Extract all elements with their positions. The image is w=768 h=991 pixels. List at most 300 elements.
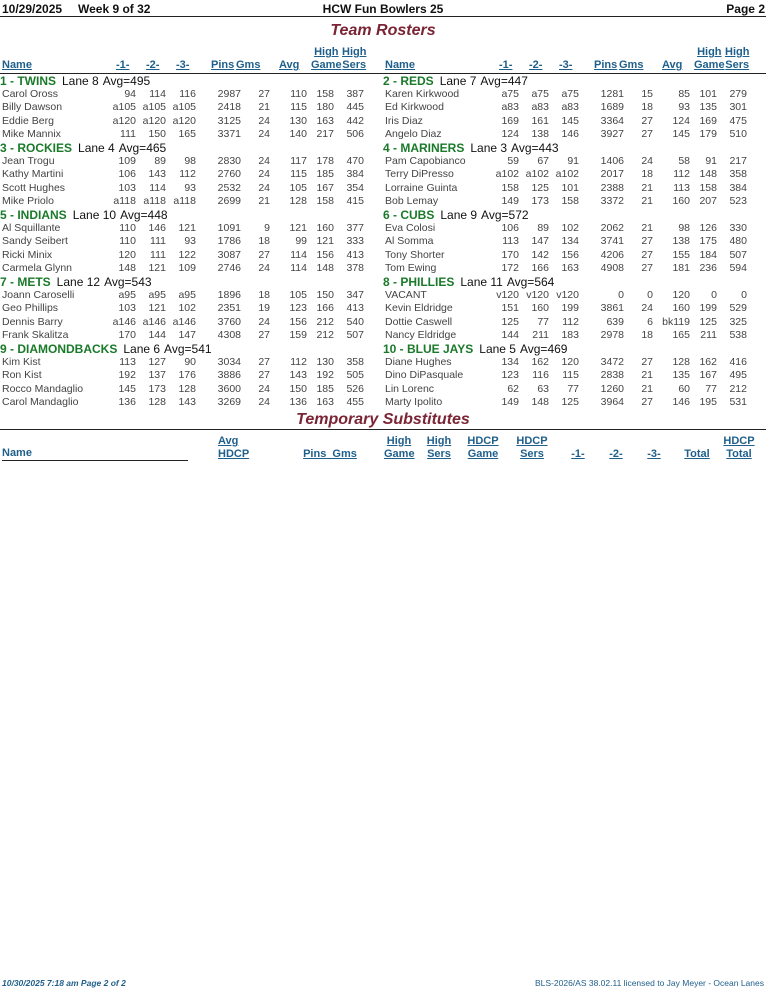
player-game1: 170 <box>501 248 519 261</box>
player-average: 105 <box>289 181 307 194</box>
player-row <box>383 262 766 275</box>
roster-column-right <box>383 43 766 409</box>
team-lane: Lane 6 <box>123 342 161 356</box>
week-label: Week 9 of 32 <box>78 2 151 16</box>
player-name: Eva Colosi <box>385 222 436 234</box>
team-lane: Lane 9 <box>440 208 478 222</box>
player-pins: 4308 <box>217 328 241 341</box>
team-lane: Lane 11 <box>460 275 503 289</box>
player-name: Mike Mannix <box>2 127 61 140</box>
player-high-series: 538 <box>729 328 747 341</box>
team-block <box>383 275 766 342</box>
player-average: 115 <box>290 168 307 181</box>
player-game2: 121 <box>148 302 166 315</box>
player-game2: 150 <box>148 127 166 140</box>
player-game3: 183 <box>561 328 579 341</box>
col-high-series-line2: Sers <box>725 59 750 71</box>
player-name: Dino DiPasquale <box>385 369 464 382</box>
team-name: 1 - TWINS <box>0 74 56 88</box>
team-block <box>0 141 383 208</box>
player-game1: v120 <box>496 289 519 301</box>
team-average: Avg=495 <box>102 74 151 88</box>
team-name: 8 - PHILLIES <box>383 275 455 289</box>
player-high-game: 158 <box>316 88 334 100</box>
player-pins: 1786 <box>217 235 241 248</box>
player-average: 98 <box>678 222 690 234</box>
sub-col-high-sers-line2: Sers <box>427 448 451 460</box>
player-name: Al Squillante <box>2 222 61 234</box>
player-name: Billy Dawson <box>2 101 63 114</box>
player-high-series: 531 <box>729 395 747 408</box>
player-high-game: 195 <box>699 395 717 408</box>
player-games: 27 <box>641 114 653 127</box>
player-game2: 121 <box>148 261 166 274</box>
player-game1: 134 <box>501 356 519 368</box>
team-block <box>383 208 766 275</box>
player-row <box>0 155 383 168</box>
player-high-series: 415 <box>346 194 364 207</box>
player-name: Angelo Diaz <box>385 127 442 140</box>
player-pins: 3760 <box>217 315 241 328</box>
sub-col-name: Name <box>2 447 188 461</box>
player-games: 27 <box>641 127 653 140</box>
player-row <box>0 235 383 248</box>
player-game3: 125 <box>561 395 579 408</box>
player-game2: 111 <box>150 248 166 261</box>
team-name: 3 - ROCKIES <box>0 141 73 155</box>
player-average: 114 <box>290 261 307 274</box>
player-game3: a83 <box>561 101 579 114</box>
player-pins: 3472 <box>600 356 624 368</box>
player-name: Kim Kist <box>2 356 41 368</box>
player-game3: 120 <box>561 356 579 368</box>
player-name: Lin Lorenc <box>385 382 435 395</box>
player-name: Ricki Minix <box>2 248 53 261</box>
player-high-series: 505 <box>346 369 364 382</box>
team-lane: Lane 7 <box>439 74 477 88</box>
player-high-game: 135 <box>699 101 717 114</box>
col-game1: -1- <box>499 59 513 71</box>
player-game2: 89 <box>154 155 166 167</box>
player-game3: a75 <box>561 88 579 100</box>
player-high-series: 330 <box>729 222 747 234</box>
col-pins: Pins <box>594 59 618 71</box>
team-block <box>383 141 766 208</box>
player-game3: 121 <box>178 222 196 234</box>
player-average: 115 <box>290 101 307 114</box>
sub-col-hdcp-sers-line2: Sers <box>520 448 544 460</box>
player-games: 0 <box>647 289 653 301</box>
player-pins: 2017 <box>600 168 624 181</box>
player-average: 117 <box>290 155 307 167</box>
player-average: 159 <box>289 328 307 341</box>
player-pins: 2532 <box>217 181 241 194</box>
team-lane: Lane 5 <box>479 342 516 356</box>
sub-col-hdcp-sers-line1: HDCP <box>516 435 548 447</box>
player-name: Tom Ewing <box>385 261 437 274</box>
player-high-game: 179 <box>699 127 717 140</box>
player-high-series: 495 <box>729 369 747 382</box>
player-game2: 148 <box>531 395 549 408</box>
player-high-game: 148 <box>699 168 717 181</box>
player-name: Terry DiPresso <box>385 168 454 181</box>
player-row <box>0 302 383 315</box>
player-game3: 143 <box>178 395 196 408</box>
player-game3: 147 <box>178 328 196 341</box>
player-high-series: 325 <box>729 315 747 328</box>
player-games: 21 <box>641 369 653 382</box>
col-high-game <box>694 46 725 72</box>
team-name: 10 - BLUE JAYS <box>383 342 474 356</box>
sub-col-hdcp-total-line1: HDCP <box>723 435 755 447</box>
player-average: 138 <box>672 235 690 248</box>
player-pins: 3364 <box>600 114 624 127</box>
player-game2: a75 <box>531 88 549 100</box>
player-game3: 93 <box>184 235 196 248</box>
col-high-game-line2: Game <box>311 59 342 71</box>
player-name: Sandy Seibert <box>2 235 68 248</box>
player-row <box>0 396 383 409</box>
player-average: 112 <box>673 168 690 181</box>
player-row <box>383 101 766 114</box>
col-high-game <box>311 46 342 72</box>
sub-col-avg-hdcp: Avg HDCP <box>218 435 250 460</box>
player-high-series: 354 <box>346 181 364 194</box>
player-high-game: 0 <box>711 289 717 301</box>
footer-timestamp: 10/30/2025 7:18 am Page 2 of 2 <box>2 978 126 988</box>
substitutes-title: Temporary Substitutes <box>296 411 470 428</box>
player-high-game: 184 <box>699 248 717 261</box>
player-name: Carol Mandaglio <box>2 395 79 408</box>
team-name: 2 - REDS <box>383 74 434 88</box>
player-pins: 2351 <box>217 302 241 315</box>
player-average: 58 <box>678 155 690 167</box>
player-high-game: 126 <box>699 222 717 234</box>
player-game3: 176 <box>178 369 196 382</box>
player-game1: 151 <box>501 302 519 315</box>
player-game1: 149 <box>501 194 519 207</box>
col-high-game-line1: High <box>314 46 339 58</box>
player-row <box>383 195 766 208</box>
player-games: 24 <box>258 382 270 395</box>
player-game3: 165 <box>178 127 196 140</box>
team-title <box>383 275 766 289</box>
player-name: Kathy Martini <box>2 168 64 181</box>
team-title <box>383 141 766 155</box>
player-games: 24 <box>258 261 270 274</box>
player-pins: 3125 <box>217 114 241 127</box>
player-row <box>0 128 383 141</box>
report-date: 10/29/2025 <box>2 2 63 16</box>
player-game3: 163 <box>561 261 579 274</box>
team-block <box>0 208 383 275</box>
player-high-game: 217 <box>316 127 334 140</box>
player-game2: 77 <box>537 315 549 328</box>
team-title <box>0 208 383 222</box>
player-high-series: 480 <box>729 235 747 248</box>
team-block <box>0 74 383 141</box>
col-name: Name <box>385 59 415 71</box>
substitutes-divider <box>0 429 766 430</box>
player-game1: a118 <box>113 194 136 207</box>
player-name: Iris Diaz <box>385 114 423 127</box>
player-games: 27 <box>258 369 270 382</box>
player-games: 24 <box>258 395 270 408</box>
player-average: 128 <box>289 194 307 207</box>
player-high-game: 185 <box>316 382 334 395</box>
player-pins: 3741 <box>600 235 624 248</box>
team-average: Avg=564 <box>506 275 555 289</box>
player-name: Bob Lemay <box>385 194 439 207</box>
player-high-game: 169 <box>699 114 717 127</box>
player-game2: 111 <box>150 235 166 248</box>
team-lane: Lane 3 <box>470 141 508 155</box>
player-name: Marty Ipolito <box>385 395 443 408</box>
player-games: 18 <box>258 289 270 301</box>
player-game1: 120 <box>118 248 136 261</box>
player-game2: 147 <box>531 235 549 248</box>
player-pins: 2760 <box>217 168 241 181</box>
player-average: 99 <box>295 235 307 248</box>
player-row <box>0 168 383 181</box>
player-high-series: 510 <box>729 127 747 140</box>
team-title <box>0 275 383 289</box>
player-games: 27 <box>258 248 270 261</box>
player-games: 21 <box>641 382 653 395</box>
header-divider <box>0 16 766 17</box>
col-high-series <box>725 46 749 72</box>
player-game1: 123 <box>501 369 519 382</box>
player-row <box>0 101 383 114</box>
player-game2: 114 <box>149 181 166 194</box>
player-game1: 113 <box>119 356 136 368</box>
player-game3: 98 <box>184 155 196 167</box>
player-high-series: 0 <box>741 289 747 301</box>
player-high-series: 358 <box>346 356 364 368</box>
player-row <box>383 128 766 141</box>
team-average: Avg=465 <box>118 141 167 155</box>
player-game2: 116 <box>532 369 549 382</box>
player-name: Carmela Glynn <box>2 261 73 274</box>
player-row <box>383 235 766 248</box>
player-games: 21 <box>258 101 270 114</box>
team-block <box>383 74 766 141</box>
team-title <box>383 208 766 222</box>
player-high-game: 180 <box>316 101 334 114</box>
player-game1: 172 <box>501 261 519 274</box>
player-pins: 0 <box>618 289 624 301</box>
player-average: 155 <box>672 248 690 261</box>
player-game1: 103 <box>118 302 136 315</box>
league-name: HCW Fun Bowlers 25 <box>322 2 444 16</box>
player-name: Mike Priolo <box>2 194 54 207</box>
player-game2: a105 <box>142 101 166 114</box>
player-game2: 173 <box>531 194 549 207</box>
col-game2: -2- <box>146 59 160 71</box>
player-game2: 127 <box>148 356 166 368</box>
player-game1: 192 <box>118 369 136 382</box>
player-game1: a95 <box>118 289 136 301</box>
player-row <box>383 396 766 409</box>
player-game1: 124 <box>501 127 519 140</box>
team-average: Avg=541 <box>164 342 212 356</box>
player-game3: a102 <box>555 168 579 181</box>
player-pins: 1896 <box>217 289 241 301</box>
sub-col-high-sers-line1: High <box>426 435 452 447</box>
player-high-series: 523 <box>729 194 747 207</box>
player-high-series: 540 <box>346 315 364 328</box>
sub-col-high-sers <box>424 435 454 461</box>
player-game1: 170 <box>118 328 136 341</box>
player-name: Lorraine Guinta <box>385 181 458 194</box>
player-row <box>0 115 383 128</box>
player-game3: 146 <box>561 127 579 140</box>
player-pins: 2062 <box>600 222 624 234</box>
player-game2: a83 <box>531 101 549 114</box>
player-pins: 1406 <box>600 155 624 167</box>
player-games: 24 <box>258 181 270 194</box>
player-game3: 134 <box>561 235 579 248</box>
player-high-series: 529 <box>729 302 747 315</box>
player-game3: 112 <box>562 315 579 328</box>
team-name: 7 - METS <box>0 275 51 289</box>
player-row <box>0 369 383 382</box>
player-game2: 166 <box>531 261 549 274</box>
team-average: Avg=572 <box>481 208 529 222</box>
player-average: 121 <box>289 222 307 234</box>
player-game1: 103 <box>118 181 136 194</box>
player-row <box>383 222 766 235</box>
player-game2: 173 <box>148 382 166 395</box>
player-high-series: 507 <box>729 248 747 261</box>
player-game3: 158 <box>561 194 579 207</box>
player-row <box>0 316 383 329</box>
player-game3: 102 <box>178 302 196 315</box>
player-high-game: 156 <box>316 248 334 261</box>
player-games: 24 <box>258 155 270 167</box>
player-high-game: 199 <box>699 302 717 315</box>
player-high-series: 217 <box>729 155 747 167</box>
roster-column-left <box>0 43 383 409</box>
col-name: Name <box>2 59 32 71</box>
team-average: Avg=543 <box>104 275 152 289</box>
player-name: Carol Oross <box>2 88 59 100</box>
player-pins: 3269 <box>217 395 241 408</box>
sub-col-high-game-line1: High <box>386 435 412 447</box>
team-block <box>0 275 383 342</box>
player-pins: 3927 <box>600 127 624 140</box>
team-lane: Lane 10 <box>72 208 117 222</box>
player-pins: 3600 <box>217 382 241 395</box>
player-average: 136 <box>289 395 307 408</box>
player-high-series: 301 <box>729 101 747 114</box>
col-high-series-line1: High <box>725 46 750 58</box>
player-high-game: 121 <box>316 235 334 248</box>
player-game2: a95 <box>148 289 166 301</box>
player-pins: 3034 <box>217 356 241 368</box>
player-game1: a120 <box>112 114 136 127</box>
player-games: 9 <box>264 222 270 234</box>
player-average: 112 <box>290 356 307 368</box>
team-title <box>0 141 383 155</box>
player-pins: 4206 <box>600 248 624 261</box>
player-average: 160 <box>672 302 690 315</box>
player-game1: 106 <box>501 222 519 234</box>
player-name: Ron Kist <box>2 369 42 382</box>
player-row <box>0 222 383 235</box>
player-games: 27 <box>258 356 270 368</box>
player-game3: 199 <box>561 302 579 315</box>
player-game2: 160 <box>531 302 549 315</box>
player-name: Pam Capobianco <box>385 155 466 167</box>
player-average: 150 <box>289 382 307 395</box>
player-game1: 109 <box>118 155 136 167</box>
player-row <box>383 356 766 369</box>
player-row <box>0 88 383 101</box>
player-high-series: 507 <box>346 328 364 341</box>
player-high-game: 150 <box>316 289 334 301</box>
player-name: Rocco Mandaglio <box>2 382 84 395</box>
player-pins: 3087 <box>217 248 241 261</box>
player-name: Dottie Caswell <box>385 315 453 328</box>
player-game2: 114 <box>149 88 166 100</box>
player-high-series: 347 <box>346 289 364 301</box>
sub-col-pins-gms: Pins Gms <box>303 448 357 460</box>
player-high-game: 166 <box>316 302 334 315</box>
player-game1: 148 <box>118 261 136 274</box>
player-pins: 4908 <box>600 261 624 274</box>
player-average: 60 <box>678 382 690 395</box>
player-pins: 1281 <box>600 88 624 100</box>
player-row <box>383 369 766 382</box>
col-high-series <box>342 46 366 72</box>
player-game1: a102 <box>495 168 519 181</box>
player-game2: 63 <box>537 382 549 395</box>
team-title <box>383 342 766 356</box>
player-row <box>383 302 766 315</box>
sub-col-hdcp-sers <box>512 435 552 461</box>
player-game3: a118 <box>173 194 196 207</box>
player-high-game: 178 <box>316 155 334 167</box>
player-pins: 2838 <box>600 369 624 382</box>
col-high-series-line1: High <box>342 46 367 58</box>
sub-col-game2: -2- <box>609 448 623 460</box>
player-high-game: 175 <box>699 235 717 248</box>
team-lane: Lane 12 <box>56 275 101 289</box>
player-high-game: 162 <box>699 356 717 368</box>
player-game2: 89 <box>537 222 549 234</box>
player-row <box>0 182 383 195</box>
player-game1: 144 <box>501 328 519 341</box>
player-game2: 144 <box>148 328 166 341</box>
player-game2: v120 <box>526 289 549 301</box>
player-name: Nancy Eldridge <box>385 328 457 341</box>
sub-col-high-game-line2: Game <box>384 448 415 460</box>
team-title <box>0 342 383 356</box>
player-name: Kevin Eldridge <box>385 302 453 315</box>
player-high-series: 445 <box>346 101 364 114</box>
team-average: Avg=448 <box>120 208 168 222</box>
player-high-series: 384 <box>729 181 747 194</box>
player-game1: 111 <box>120 127 136 140</box>
player-average: bk119 <box>662 315 690 328</box>
team-title <box>383 74 766 88</box>
player-average: 165 <box>672 328 690 341</box>
player-high-game: 101 <box>699 88 717 100</box>
player-games: 24 <box>258 114 270 127</box>
player-name: Geo Phillips <box>2 302 59 315</box>
player-pins: 1689 <box>600 101 624 114</box>
